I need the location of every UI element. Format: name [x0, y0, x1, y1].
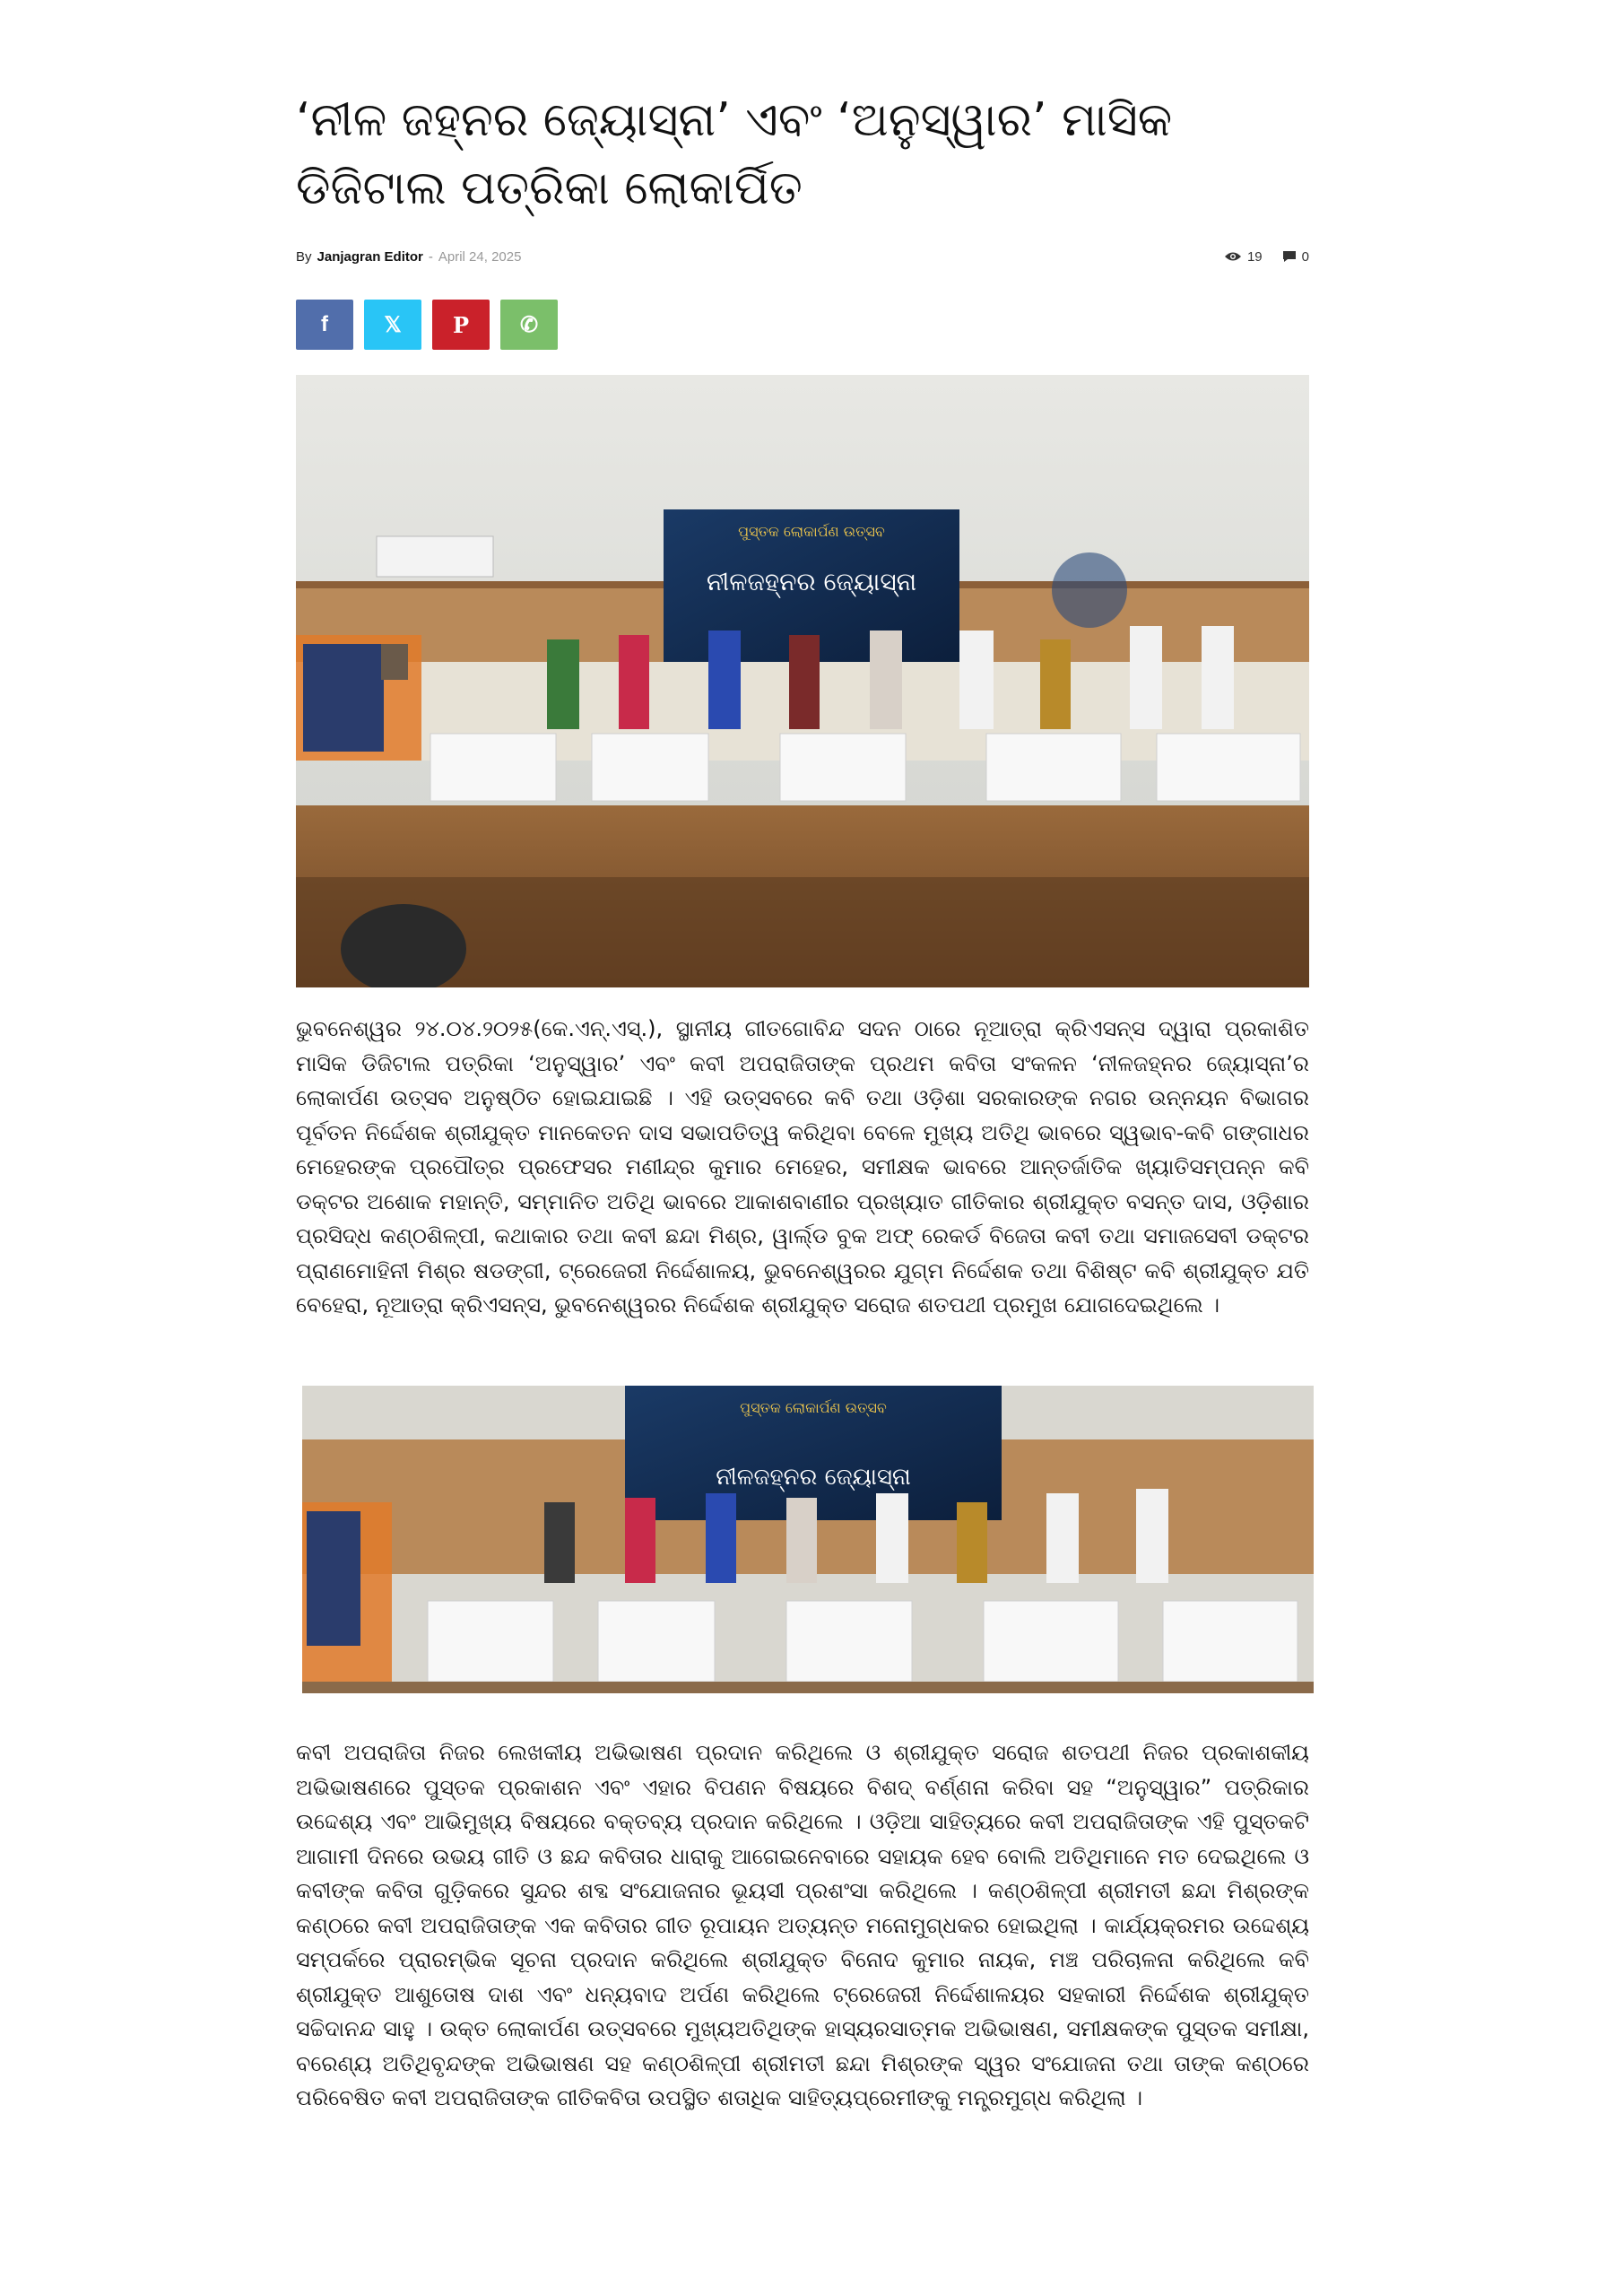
comments-value: 0 [1301, 248, 1309, 265]
pinterest-icon: P [452, 311, 470, 338]
article-stats [1224, 249, 1309, 265]
article-paragraph-2: କବୀ ଅପରାଜିତା ନିଜର ଲେଖକୀୟ ଅଭିଭାଷଣ ପ୍ରଦାନ କରିଥିଲେ ଓ ଶ୍ରୀଯୁକ୍ତ ସରୋଜ ଶତପଥୀ ନିଜର ପ୍ରକାଶକୀୟ ଅଭିଭାଷଣରେ ପୁସ୍ତକ ପ୍ରକାଶନ ଏବଂ ଏହାର ବିପଣନ ବିଷୟରେ ବିଶଦ୍ ବର୍ଣ୍ଣନା କରିବା ସହ “ଅନୁସ୍ୱାର” ପତ୍ରିକାର ଉଦ୍ଦେଶ୍ୟ ଏବଂ ଆଭିମୁଖ୍ୟ ବିଷୟରେ ବକ୍ତବ୍ୟ ପ୍ରଦାନ କରିଥିଲେ । ଓଡ଼ିଆ ସାହିତ୍ୟରେ କବୀ ଅପରାଜିତାଙ୍କ ଏହି ପୁସ୍ତକଟି ଆଗାମୀ ଦିନରେ ଉଭୟ ଗୀତି ଓ ଛନ୍ଦ କବିତାର ଧାରାକୁ ଆଗେଇନେବାରେ ସହାୟକ ହେବ ବୋଲି ଅତିଥିମାନେ ମତ ଦେଇଥିଲେ ଓ କବୀଙ୍କ କବିତା ଗୁଡ଼ିକରେ ସୁନ୍ଦର ଶବ୍ଦ ସଂଯୋଜନାର ଭୂୟସୀ ପ୍ରଶଂସା କରିଥିଲେ । କଣ୍ଠଶିଳ୍ପୀ ଶ୍ରୀମତୀ ଛନ୍ଦା ମିଶ୍ରଙ୍କ କଣ୍ଠରେ କବୀ ଅପରାଜିତାଙ୍କ ଏକ କବିତାର ଗୀତ ରୂପାୟନ ଅତ୍ୟନ୍ତ ମନୋମୁଗ୍ଧକର ହୋଇଥିଲା । କାର୍ଯ୍ୟକ୍ରମର ଉଦ୍ଦେଶ୍ୟ ସମ୍ପର୍କରେ ପ୍ରାରମ୍ଭିକ ସୂଚନା ପ୍ରଦାନ କରିଥିଲେ ଶ୍ରୀଯୁକ୍ତ ବିନୋଦ କୁମାର ନାୟକ, ମଞ୍ଚ ପରିଚାଳନା କରିଥିଲେ କବି ଶ୍ରୀଯୁକ୍ତ ଆଶୁତୋଷ ଦାଶ ଏବଂ ଧନ୍ୟବାଦ ଅର୍ପଣ କରିଥିଲେ ଟ୍ରେଜେରୀ ନିର୍ଦ୍ଦେଶାଳୟର ସହକାରୀ ନିର୍ଦ୍ଦେଶକ ଶ୍ରୀଯୁକ୍ତ ସଚ୍ଚିଦାନନ୍ଦ ସାହୁ । ଉକ୍ତ ଲୋକାର୍ପଣ ଉତ୍ସବରେ ମୁଖ୍ୟଅତିଥିଙ୍କ ହାସ୍ୟରସାତ୍ମକ ଅଭିଭାଷଣ, ସମୀକ୍ଷକଙ୍କ ପୁସ୍ତକ ସମୀକ୍ଷା, ବରେଣ୍ୟ ଅତିଥିବୃନ୍ଦଙ୍କ ଅଭିଭାଷଣ ସହ କଣ୍ଠଶିଳ୍ପୀ ଶ୍ରୀମତୀ ଛନ୍ଦା ମିଶ୍ରଙ୍କ ସ୍ୱର ସଂଯୋଜନା ତଥା ତାଙ୍କ କଣ୍ଠରେ ପରିବେଷିତ କବୀ ଅପରାଜିତାଙ୍କ ଗୀତିକବିତା ଉପସ୍ଥିତ ଶତାଧିକ ସାହିତ୍ୟପ୍ରେମୀଙ୍କୁ ମନ୍ତ୍ରମୁଗ୍ଧ କରିଥିଲା । [296, 1740, 1309, 2110]
views-value: 19 [1246, 248, 1263, 265]
banner-title-1: ନୀଳଜହ୍ନର ଜ୍ୟୋସ୍ନା [706, 567, 917, 596]
facebook-share-button[interactable] [296, 300, 353, 350]
event-photo-2 [302, 1386, 1314, 1693]
banner-title-2: ନୀଳଜହ୍ନର ଜ୍ୟୋସ୍ନା [716, 1464, 911, 1491]
article-meta [296, 244, 1309, 269]
publish-date: April 24, 2025 [438, 248, 522, 265]
article-title: ‘ନୀଳ ଜହ୍ନର ଜ୍ୟୋସ୍ନା’ ଏବଂ ‘ଅନୁସ୍ୱାର’ ମାସିକ ଡିଜିଟାଲ ପତ୍ରିକା ଲୋକାର୍ପିତ [296, 93, 1173, 215]
event-photo-1 [296, 375, 1309, 987]
meta-separator: - [428, 248, 433, 265]
banner-line-1: ପୁସ୍ତକ ଲୋକାର୍ପଣ ଉତ୍ସବ [738, 523, 885, 540]
share-buttons [296, 300, 1309, 350]
article-paragraph-1: ଭୁବନେଶ୍ୱର ୨୪.୦୪.୨୦୨୫(କେ.ଏନ୍.ଏସ୍.), ସ୍ଥାନୀୟ ଗୀତଗୋବିନ୍ଦ ସଦନ ଠାରେ ନୂଆତ୍ରା କ୍ରିଏସନ୍ସ ଦ୍ୱାରା ପ୍ରକାଶିତ ମାସିକ ଡିଜିଟାଲ ପତ୍ରିକା ‘ଅନୁସ୍ୱାର’ ଏବଂ କବୀ ଅପରାଜିତାଙ୍କ ପ୍ରଥମ କବିତା ସଂକଳନ ‘ନୀଳଜହ୍ନର ଜ୍ୟୋସ୍ନା’ର ଲୋକାର୍ପଣ ଉତ୍ସବ ଅନୁଷ୍ଠିତ ହୋଇଯାଇଛି । ଏହି ଉତ୍ସବରେ କବି ତଥା ଓଡ଼ିଶା ସରକାରଙ୍କ ନଗର ଉନ୍ନୟନ ବିଭାଗର ପୂର୍ବତନ ନିର୍ଦ୍ଦେଶକ ଶ୍ରୀଯୁକ୍ତ ମାନକେତନ ଦାସ ସଭାପତିତ୍ୱ କରିଥିବା ବେଳେ ମୁଖ୍ୟ ଅତିଥି ଭାବରେ ସ୍ୱଭାବ-କବି ଗଙ୍ଗାଧର ମେହେରଙ୍କ ପ୍ରପୌତ୍ର ପ୍ରଫେସର ମଣୀନ୍ଦ୍ର କୁମାର ମେହେର, ସମୀକ୍ଷକ ଭାବରେ ଆନ୍ତର୍ଜାତିକ ଖ୍ୟାତିସମ୍ପନ୍ନ କବି ଡକ୍ଟର ଅଶୋକ ମହାନ୍ତି, ସମ୍ମାନିତ ଅତିଥି ଭାବରେ ଆକାଶବାଣୀର ପ୍ରଖ୍ୟାତ ଗୀତିକାର ଶ୍ରୀଯୁକ୍ତ ବସନ୍ତ ଦାସ, ଓଡ଼ିଶାର ପ୍ରସିଦ୍ଧ କଣ୍ଠଶିଳ୍ପୀ, କଥାକାର ତଥା କବୀ ଛନ୍ଦା ମିଶ୍ର, ୱାର୍ଲ୍ଡ ବୁକ ଅଫ୍ ରେକର୍ଡ ବିଜେତା କବୀ ତଥା ସମାଜସେବୀ ଡକ୍ଟର ପ୍ରାଣମୋହିନୀ ମିଶ୍ର ଷଡଙ୍ଗୀ, ଟ୍ରେଜେରୀ ନିର୍ଦ୍ଦେଶାଳୟ, ଭୁବନେଶ୍ୱରର ଯୁଗ୍ମ ନିର୍ଦ୍ଦେଶକ ତଥା ବିଶିଷ୍ଟ କବି ଶ୍ରୀଯୁକ୍ତ ଯତି ବେହେରା, ନୂଆତ୍ରା କ୍ରିଏସନ୍ସ, ଭୁବନେଶ୍ୱରର ନିର୍ଦ୍ଦେଶକ ଶ୍ରୀଯୁକ୍ତ ସରୋଜ ଶତପଥୀ ପ୍ରମୁଖ ଯୋଗଦେଇଥିଲେ । [296, 1016, 1309, 1318]
views-count [1224, 249, 1263, 265]
comments-count[interactable] [1282, 249, 1309, 265]
twitter-share-button[interactable] [364, 300, 421, 350]
twitter-icon: 𝕏 [384, 312, 402, 337]
whatsapp-icon: ✆ [519, 312, 539, 337]
pinterest-share-button[interactable] [432, 300, 490, 350]
whatsapp-share-button[interactable] [500, 300, 558, 350]
comment-icon [1282, 250, 1297, 263]
author-link[interactable]: Janjagran Editor [317, 248, 423, 265]
facebook-icon: f [321, 312, 328, 336]
article-header [296, 86, 1309, 350]
byline-prefix: By [296, 248, 312, 265]
eye-icon [1224, 251, 1242, 262]
banner-line-2: ପୁସ୍ତକ ଲୋକାର୍ପଣ ଉତ୍ସବ [740, 1399, 887, 1416]
